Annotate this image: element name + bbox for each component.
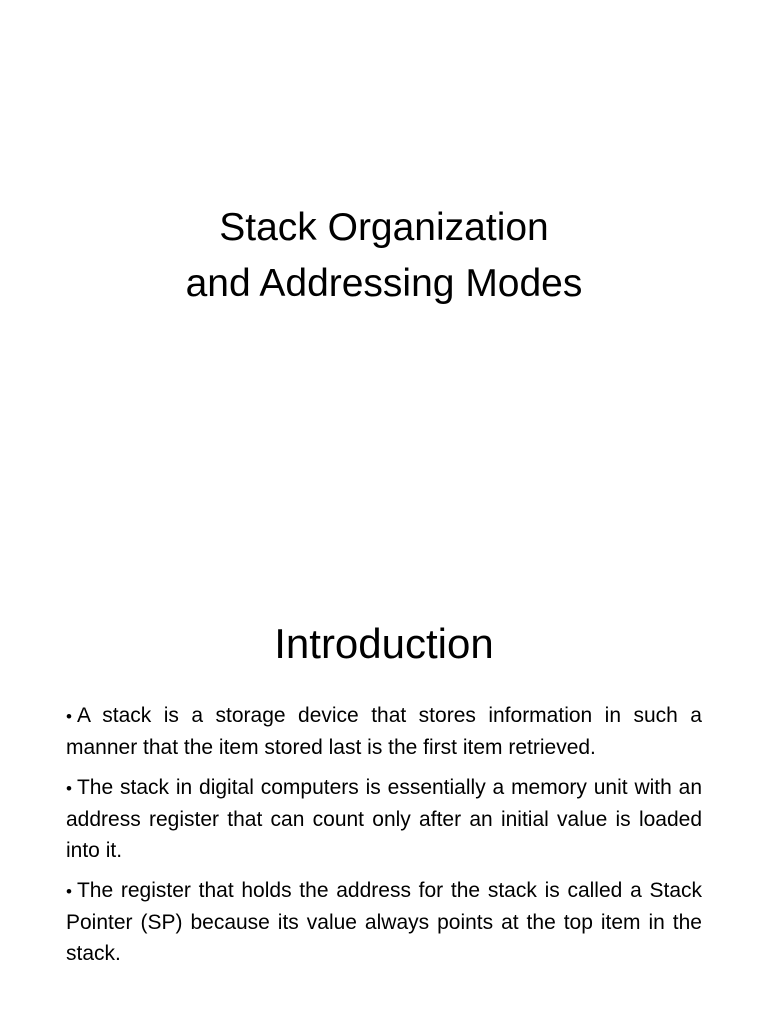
title-line-2: and Addressing Modes [185,262,583,305]
bullet-item [66,772,702,866]
bullet-icon: • [66,779,72,798]
slide-title [0,200,768,312]
bullet-text: The register that holds the address for the stack is called a Stack Pointer (SP) because its value always points at the top item in the stack. [66,879,702,965]
bullet-list [66,700,702,978]
bullet-item [66,700,702,763]
bullet-text: A stack is a storage device that stores information in such a manner that the item stored last is the first item retrieved. [66,704,702,759]
introduction-slide [0,512,768,1024]
bullet-icon: • [66,707,72,726]
bullet-text: The stack in digital computers is essentially a memory unit with an address register that can count only after an initial value is loaded into it. [66,776,702,862]
bullet-icon: • [66,882,72,901]
title-line-1: Stack Organization [219,206,549,249]
bullet-item [66,875,702,969]
section-heading: Introduction [274,620,494,667]
